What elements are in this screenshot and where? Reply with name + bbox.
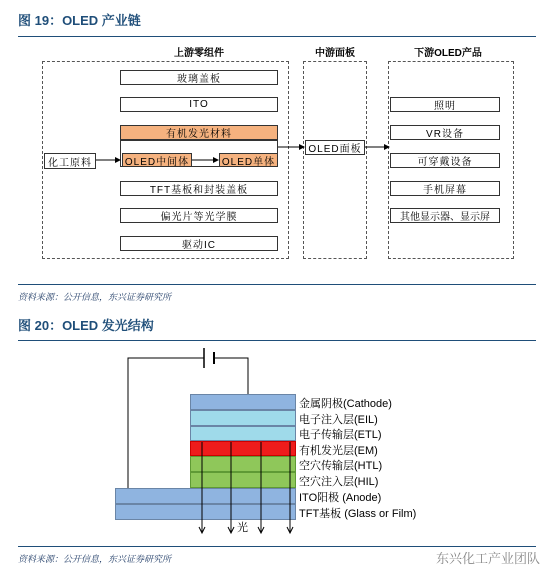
- tft-substrate-box: TFT基板和封装盖板: [120, 181, 278, 196]
- label-em: 有机发光层(EM): [299, 445, 378, 457]
- label-hil: 空穴注入层(HIL): [299, 476, 379, 488]
- driver-ic-box: 驱动IC: [120, 236, 278, 251]
- downstream-phone: 手机屏幕: [390, 181, 500, 196]
- organic-material-box: 有机发光材料: [120, 125, 278, 140]
- label-anode: ITO阳极 (Anode): [299, 492, 382, 504]
- ito-box: ITO: [120, 97, 278, 112]
- fig20-source: 资料来源：公开信息，东兴证券研究所: [18, 554, 172, 564]
- fig19-source: 资料来源：公开信息，东兴证券研究所: [18, 292, 172, 302]
- label-etl: 电子传输层(ETL): [299, 429, 382, 441]
- label-tft-substrate: TFT基板 (Glass or Film): [299, 508, 417, 520]
- fig20-title: 图 20：OLED 发光结构: [18, 318, 154, 333]
- light-label: 光: [237, 522, 248, 534]
- polarizer-box: 偏光片等光学膜: [120, 208, 278, 223]
- label-cathode: 金属阴极(Cathode): [299, 398, 392, 410]
- oled-panel-box: OLED面板: [305, 140, 365, 155]
- watermark-text: 东兴化工产业团队: [436, 551, 541, 566]
- label-eil: 电子注入层(EIL): [299, 414, 378, 426]
- downstream-vr: VR设备: [390, 125, 500, 140]
- downstream-other: 其他显示器、显示屏: [390, 208, 500, 223]
- chemical-raw-material: 化工原料: [44, 153, 96, 169]
- downstream-lighting: 照明: [390, 97, 500, 112]
- label-htl: 空穴传输层(HTL): [299, 460, 383, 472]
- oled-intermediate-box: OLED中间体: [122, 153, 192, 167]
- glass-cover-box: 玻璃盖板: [120, 70, 278, 85]
- oled-monomer-box: OLED单体: [219, 153, 278, 167]
- fig20-bottom-rule: [18, 546, 536, 547]
- midstream-header: 中游面板: [315, 48, 355, 59]
- downstream-wearable: 可穿戴设备: [390, 153, 500, 168]
- upstream-header: 上游零组件: [174, 48, 224, 59]
- fig19-title: 图 19：OLED 产业链: [18, 13, 141, 28]
- downstream-header: 下游OLED产品: [414, 48, 482, 59]
